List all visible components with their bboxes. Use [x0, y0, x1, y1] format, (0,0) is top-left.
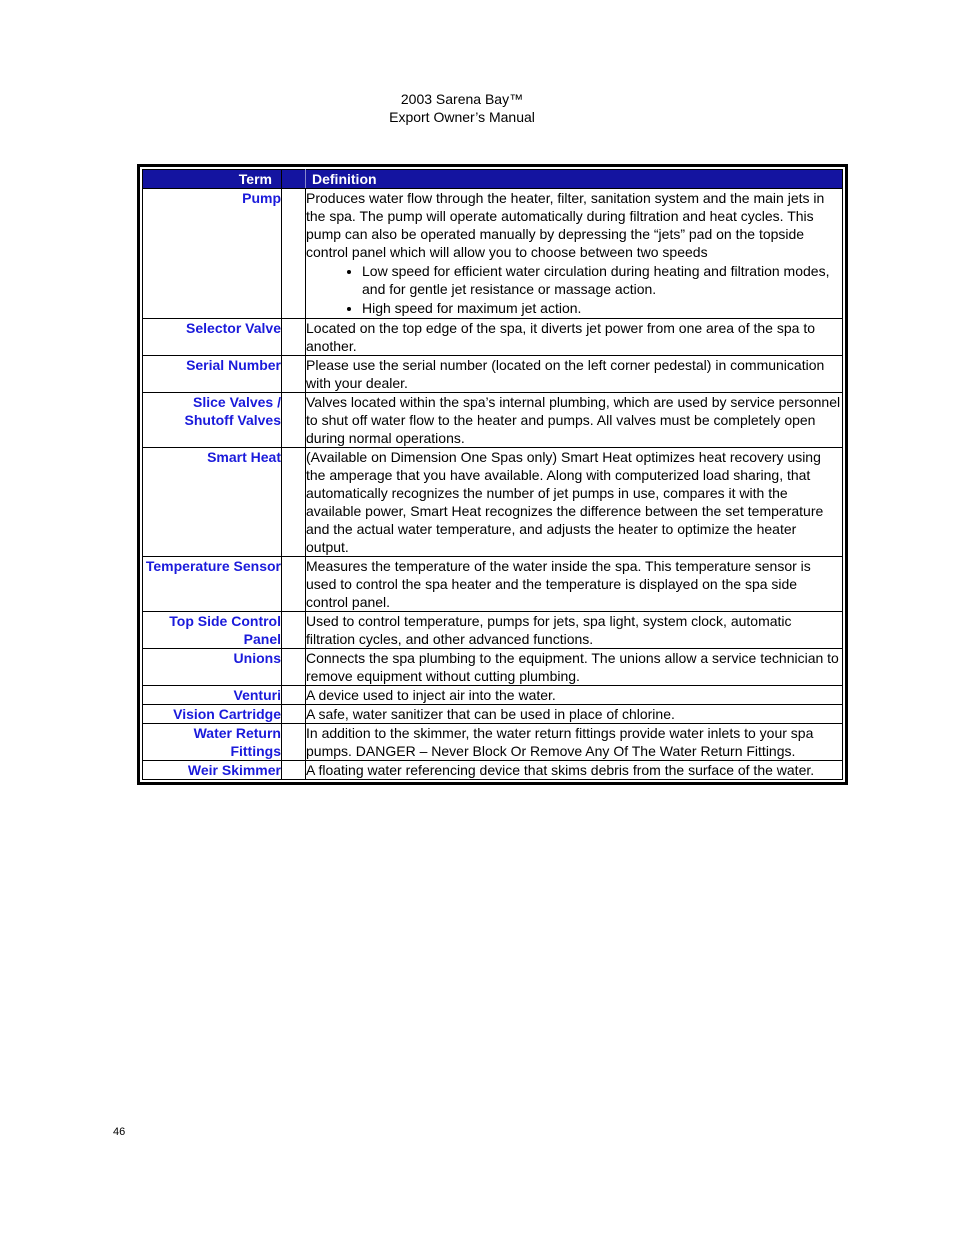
term-cell: Vision Cartridge [143, 705, 282, 724]
glossary-table-frame [137, 164, 848, 785]
term-cell: Water Return Fittings [143, 724, 282, 761]
table-row [143, 319, 843, 356]
term-cell: Serial Number [143, 356, 282, 393]
bullet-list [306, 262, 842, 317]
column-header-term: Term [143, 170, 282, 189]
spacer-cell [282, 649, 306, 686]
table-row [143, 761, 843, 780]
spacer-cell [282, 612, 306, 649]
term-cell: Venturi [143, 686, 282, 705]
table-row [143, 686, 843, 705]
spacer-cell [282, 686, 306, 705]
term-cell: Unions [143, 649, 282, 686]
table-row [143, 705, 843, 724]
definition-cell: Located on the top edge of the spa, it diverts jet power from one area of the spa to another. [306, 319, 843, 356]
table-row [143, 612, 843, 649]
table-row [143, 393, 843, 448]
term-cell: Selector Valve [143, 319, 282, 356]
definition-cell [306, 189, 843, 319]
column-header-spacer [282, 170, 306, 189]
spacer-cell [282, 724, 306, 761]
table-row [143, 189, 843, 319]
definition-cell: A safe, water sanitizer that can be used in place of chlorine. [306, 705, 843, 724]
manual-title: 2003 Sarena Bay™ [400, 91, 524, 107]
definition-cell: Measures the temperature of the water inside the spa. This temperature sensor is used to control the spa heater and the temperature is displayed on the spa side control panel. [306, 557, 843, 612]
table-row [143, 448, 843, 557]
spacer-cell [282, 557, 306, 612]
term-cell: Smart Heat [143, 448, 282, 557]
term-cell: Top Side Control Panel [143, 612, 282, 649]
definition-cell: A floating water referencing device that skims debris from the surface of the water. [306, 761, 843, 780]
table-row [143, 557, 843, 612]
term-cell: Pump [143, 189, 282, 319]
page-number: 46 [113, 1126, 126, 1138]
spacer-cell [282, 189, 306, 319]
bullet-item: • Low speed for efficient water circulation during heating and filtration modes, and for gentle jet resistance or massage action. [362, 262, 842, 298]
bullet-item: • High speed for maximum jet action. [362, 299, 842, 317]
definition-cell: Used to control temperature, pumps for jets, spa light, system clock, automatic filtration cycles, and other advanced functions. [306, 612, 843, 649]
table-row [143, 724, 843, 761]
term-cell: Temperature Sensor [143, 557, 282, 612]
column-header-definition: Definition [306, 170, 843, 189]
definition-cell: Valves located within the spa’s internal plumbing, which are used by service personnel to shut off water flow to the heater and pumps. All valves must be completely open during normal operations. [306, 393, 843, 448]
definition-cell: Please use the serial number (located on the left corner pedestal) in communication with your dealer. [306, 356, 843, 393]
spacer-cell [282, 393, 306, 448]
spacer-cell [282, 448, 306, 557]
table-header-row [143, 170, 843, 189]
definition-cell: In addition to the skimmer, the water return fittings provide water inlets to your spa pumps. DANGER – Never Block Or Remove Any Of The Water Return Fittings. [306, 724, 843, 761]
term-cell: Weir Skimmer [143, 761, 282, 780]
definition-cell: (Available on Dimension One Spas only) Smart Heat optimizes heat recovery using the amperage that you have available. Along with computerized load sharing, that automatically recognizes the number of jet pumps in use, compares it with the available power, Smart Heat recognizes the difference between the set temperature and the actual water temperature, and adjusts the heater to optimize the heater output. [306, 448, 843, 557]
page-header [0, 90, 924, 126]
spacer-cell [282, 319, 306, 356]
table-row [143, 356, 843, 393]
glossary-table [142, 169, 843, 780]
manual-subtitle: Export Owner’s Manual [389, 109, 535, 125]
definition-cell: A device used to inject air into the water. [306, 686, 843, 705]
term-cell: Slice Valves / Shutoff Valves [143, 393, 282, 448]
definition-text: Produces water flow through the heater, filter, sanitation system and the main jets in the spa. The pump will operate automatically during filtration and heat cycles. This pump can also be operated manually by depressing the “jets” pad on the topside control panel which will allow you to choose between two speeds [306, 190, 825, 260]
spacer-cell [282, 356, 306, 393]
spacer-cell [282, 761, 306, 780]
definition-cell: Connects the spa plumbing to the equipment. The unions allow a service technician to remove equipment without cutting plumbing. [306, 649, 843, 686]
table-row [143, 649, 843, 686]
spacer-cell [282, 705, 306, 724]
